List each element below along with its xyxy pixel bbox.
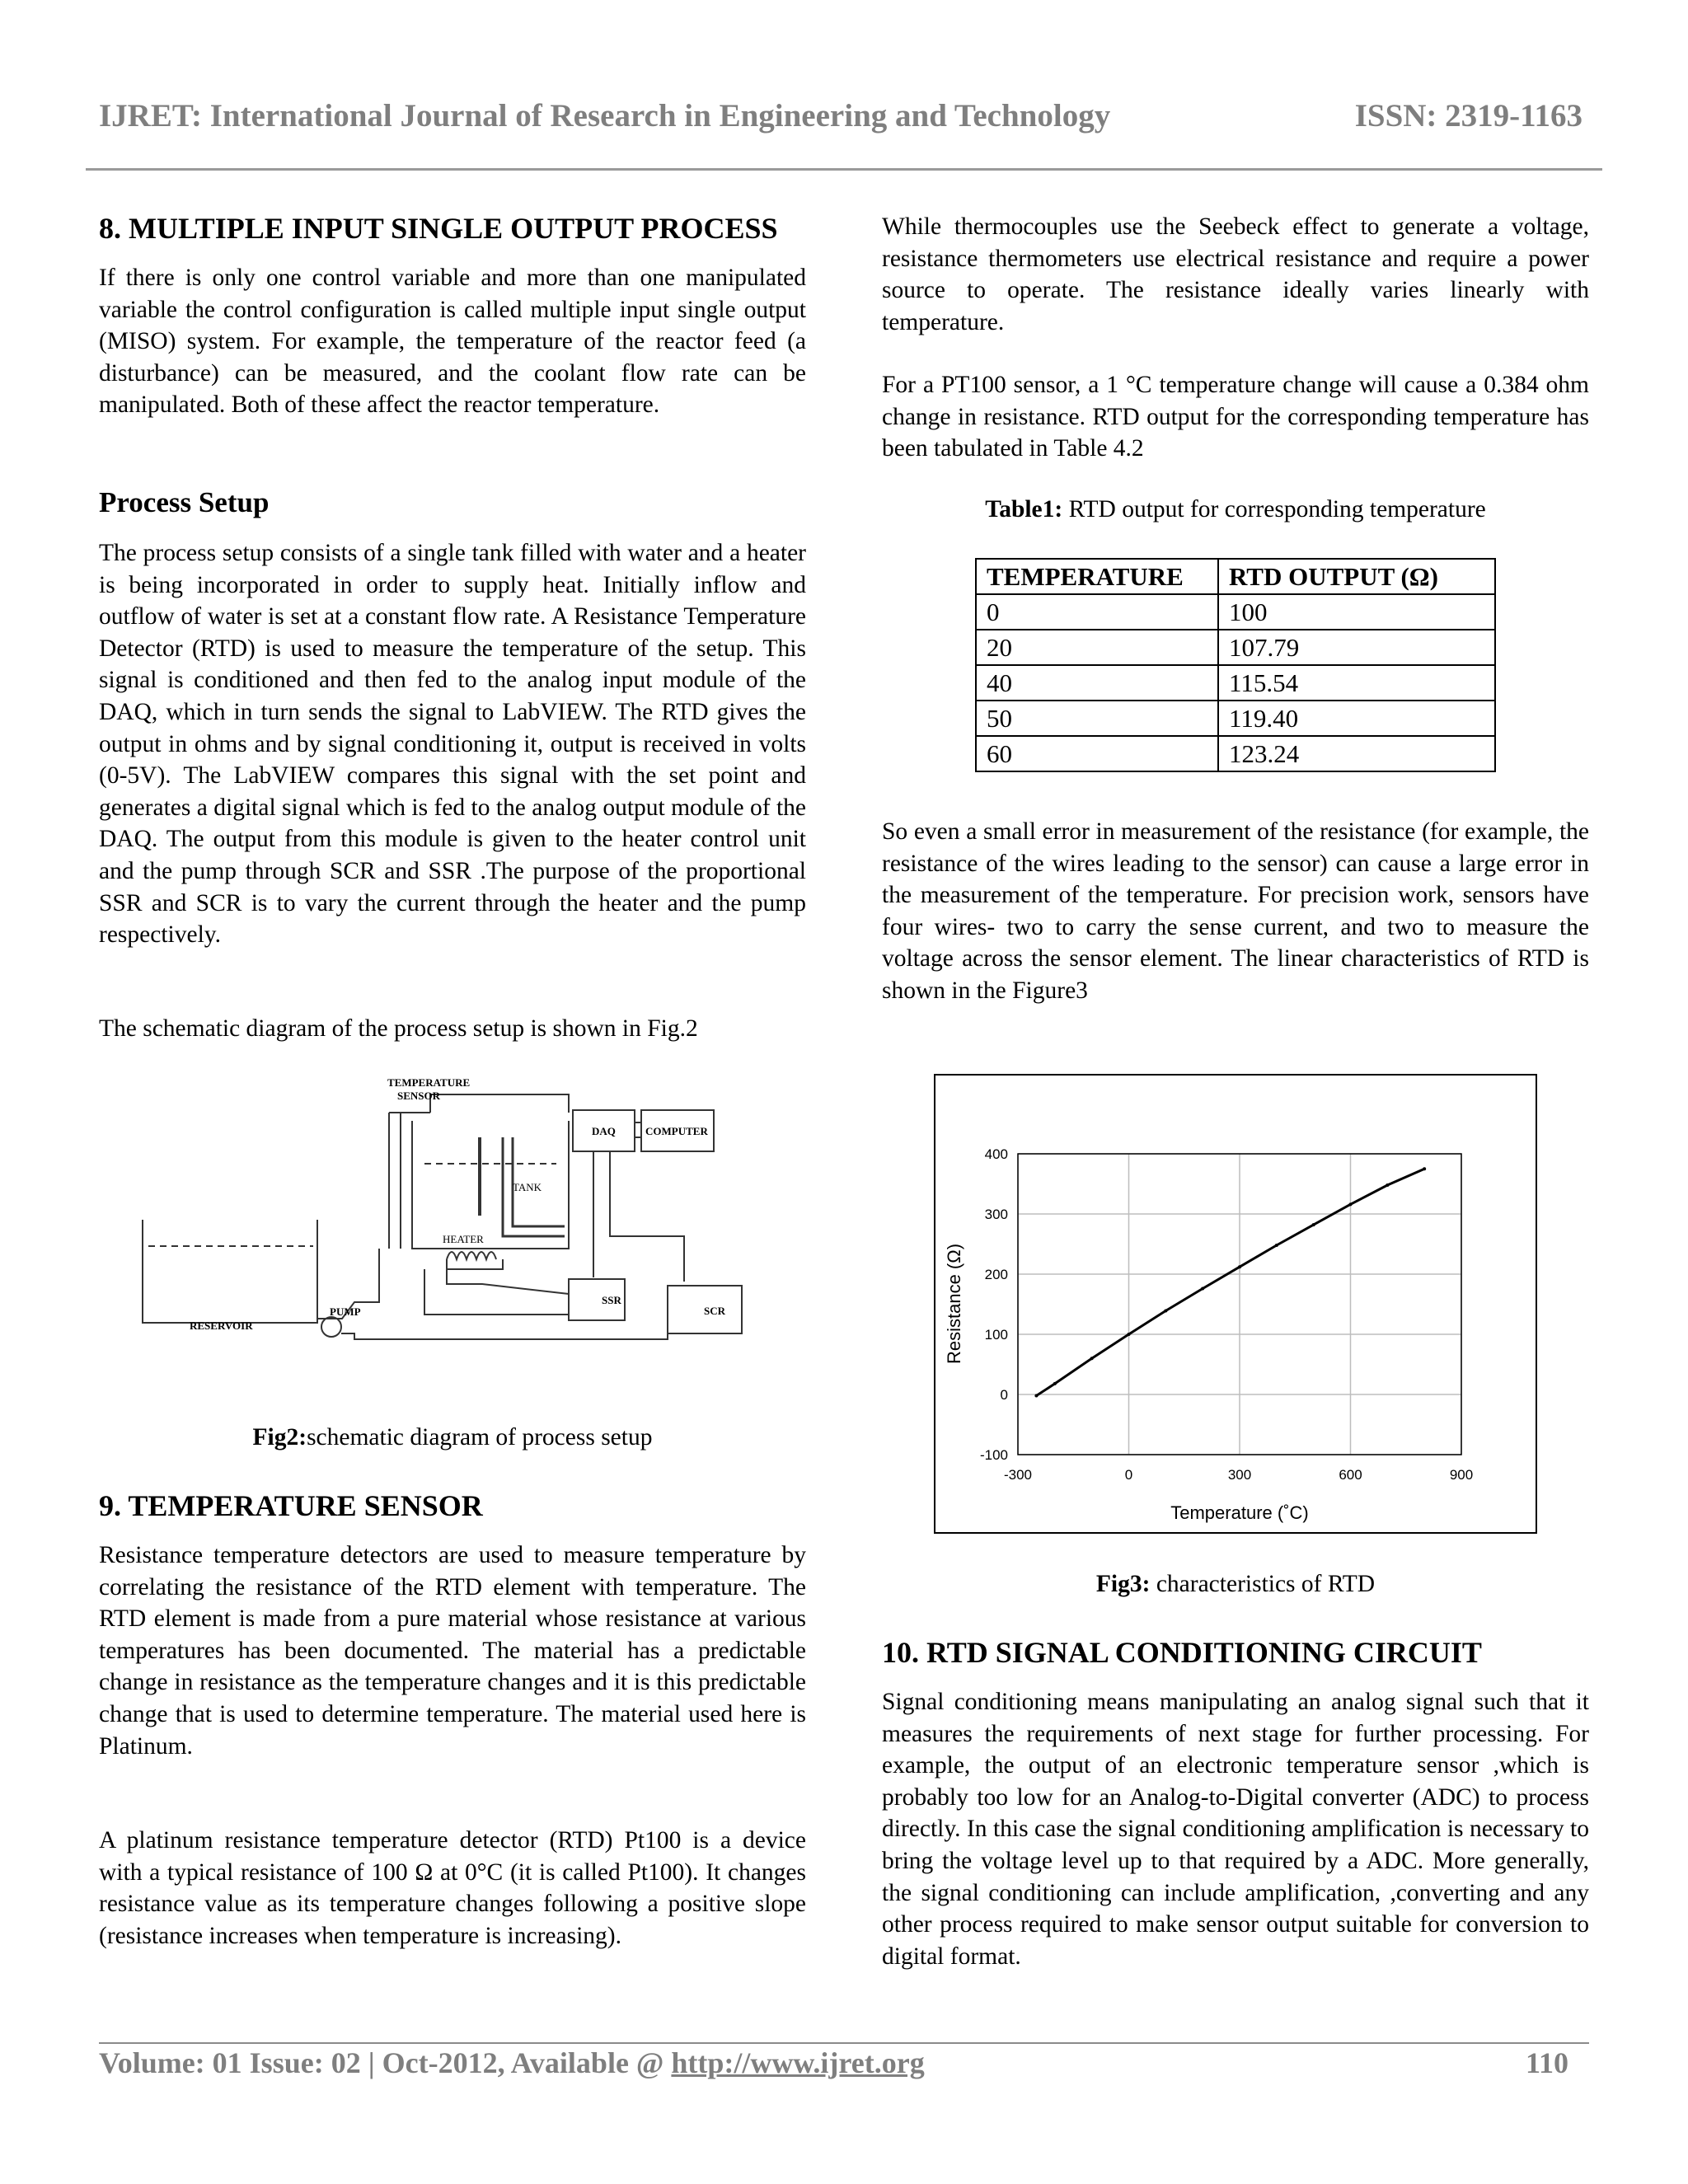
table-cell: 119.40 — [1218, 701, 1495, 736]
process-setup-paragraph: The process setup consists of a single tank filled with water and a heater is being incorporated in order to supply heat. Initially inflow and outflow of water is set at a constant flow rate. A Resistance Temperature Detector (RTD) is used to measure the temperature of the setup. This signal is conditioned and then fed to the analog input module of the DAQ, which in turn sends the signal to LabVIEW. The RTD gives the output in ohms and by signal conditioning it, output is received in volts (0-5V). The LabVIEW compares this signal with the set point and generates a digital signal which is fed to the analog output module of the DAQ. The output from this module is given to the heater control unit and the pump through SCR and SSR .The purpose of the proportional SSR and SCR is to vary the current through the heater and the pump respectively. — [99, 540, 806, 949]
footer-rule — [99, 2042, 1589, 2044]
process-setup-paragraph-2: The schematic diagram of the process setup is shown in Fig.2 — [99, 1015, 698, 1042]
header-rule — [86, 168, 1602, 171]
fig3-caption-text: characteristics of RTD — [1150, 1571, 1376, 1597]
data-point — [1090, 1357, 1094, 1360]
rtd-characteristics-chart — [935, 1076, 1536, 1532]
table-cell: 0 — [976, 594, 1218, 630]
label-tank: TANK — [513, 1181, 542, 1193]
table-cell: 115.54 — [1218, 665, 1495, 701]
table-cell: 123.24 — [1218, 736, 1495, 771]
y-tick-label: 300 — [984, 1207, 1008, 1222]
table-header-temperature: TEMPERATURE — [976, 559, 1218, 594]
section-8-paragraph: If there is only one control variable and more than one manipulated variable the control configuration is called multiple input single output (MISO) system. For example, the temperature of the reactor feed (a disturbance) can be measured, and the coolant flow rate can be manipulated. Both of these affect the reactor temperature. — [99, 265, 806, 419]
x-axis-label: Temperature (˚C) — [1170, 1502, 1309, 1523]
table-row — [976, 594, 1495, 630]
data-point — [1275, 1244, 1278, 1247]
section-9-paragraph-1: Resistance temperature detectors are used to measure temperature by correlating the resistance of the RTD element with temperature. The RTD element is made from a pure material whose resistance at various temperatures has been documented. The material has a predictable change in resistance as the temperature changes and it is this predictable change that is used to determine temperature. The material used here is Platinum. — [99, 1542, 806, 1760]
section-10-heading: 10. RTD SIGNAL CONDITIONING CIRCUIT — [882, 1636, 1482, 1669]
label-heater: HEATER — [443, 1233, 484, 1245]
table-row — [976, 630, 1495, 665]
label-reservoir: RESERVOIR — [190, 1319, 253, 1332]
thermocouple-paragraph: While thermocouples use the Seebeck effect to generate a voltage, resistance thermometers use electrical resistance and require a power source to operate. The resistance ideally varies linearly with temperature. — [882, 213, 1589, 335]
issn: ISSN: 2319-1163 — [1354, 98, 1582, 134]
pump-icon — [321, 1317, 341, 1337]
label-ssr: SSR — [602, 1294, 621, 1306]
table-cell: 60 — [976, 736, 1218, 771]
table1-caption-label: Table1: — [985, 496, 1063, 523]
y-tick-label: -100 — [979, 1447, 1008, 1463]
table-row — [976, 736, 1495, 771]
fig3-caption — [882, 1571, 1589, 1598]
page-number: 110 — [1525, 2046, 1568, 2079]
label-computer: COMPUTER — [645, 1125, 708, 1137]
label-temperature: TEMPERATURE — [387, 1076, 471, 1089]
data-point — [1238, 1265, 1241, 1268]
data-point — [1423, 1167, 1426, 1170]
reservoir-outline — [143, 1220, 317, 1323]
process-setup-heading: Process Setup — [99, 486, 270, 518]
fig2-caption-label: Fig2: — [252, 1424, 307, 1451]
y-tick-label: 100 — [984, 1327, 1008, 1343]
rtd-characteristics-chart-frame — [934, 1074, 1537, 1534]
heater-coil-icon — [447, 1252, 496, 1259]
footer-volume-text: Volume: 01 Issue: 02 | Oct-2012, Available @ — [99, 2046, 672, 2079]
data-point — [1349, 1202, 1353, 1206]
table-row — [976, 665, 1495, 701]
footer-url-link[interactable]: http://www.ijret.org — [671, 2046, 925, 2079]
x-tick-label: 0 — [1124, 1467, 1133, 1483]
data-point — [1164, 1310, 1167, 1313]
fig2-caption-text: schematic diagram of process setup — [307, 1424, 653, 1451]
table-cell: 20 — [976, 630, 1218, 665]
fig3-caption-label: Fig3: — [1095, 1571, 1151, 1597]
y-tick-label: 200 — [984, 1267, 1008, 1282]
rtd-series-line — [1036, 1169, 1424, 1395]
x-tick-label: -300 — [1003, 1467, 1033, 1483]
pt100-paragraph: For a PT100 sensor, a 1 °C temperature change will cause a 0.384 ohm change in resistance. RTD output for the corresponding temperature has been tabulated in Table 4.2 — [882, 372, 1589, 462]
table-cell: 40 — [976, 665, 1218, 701]
x-tick-label: 600 — [1339, 1467, 1362, 1483]
y-tick-label: 0 — [1000, 1387, 1008, 1403]
journal-title: IJRET: International Journal of Research in Engineering and Technology — [99, 98, 1111, 134]
table-header-rtd-output: RTD OUTPUT (Ω) — [1218, 559, 1495, 594]
data-point — [1128, 1333, 1131, 1336]
table-cell: 107.79 — [1218, 630, 1495, 665]
footer-volume — [99, 2046, 925, 2080]
rtd-output-table — [975, 558, 1496, 772]
process-schematic-diagram — [140, 1071, 783, 1385]
sensor-pipe — [389, 1113, 430, 1249]
table-cell: 100 — [1218, 594, 1495, 630]
table1-caption-text: RTD output for corresponding temperature — [1062, 496, 1486, 523]
y-tick-label: 400 — [984, 1146, 1008, 1162]
error-paragraph: So even a small error in measurement of the resistance (for example, the resistance of the wires leading to the sensor) can cause a large error in the measurement of the temperature. For precision work, sensors have four wires- two to carry the sense current, and two to measure the voltage across the sensor element. The linear characteristics of RTD is shown in the Figure3 — [882, 818, 1589, 1004]
table-row — [976, 701, 1495, 736]
table1-caption — [882, 496, 1589, 523]
fig2-caption — [99, 1424, 806, 1451]
label-pump: PUMP — [330, 1305, 361, 1318]
data-point — [1034, 1394, 1038, 1397]
x-tick-label: 300 — [1227, 1467, 1252, 1483]
label-daq: DAQ — [592, 1125, 616, 1137]
section-9-heading: 9. TEMPERATURE SENSOR — [99, 1489, 483, 1522]
data-point — [1201, 1287, 1204, 1291]
section-8-heading: 8. MULTIPLE INPUT SINGLE OUTPUT PROCESS — [99, 212, 778, 245]
table-cell: 50 — [976, 701, 1218, 736]
table-header-row — [976, 559, 1495, 594]
label-sensor: SENSOR — [397, 1090, 441, 1102]
data-point — [1312, 1223, 1315, 1226]
y-axis-label: Resistance (Ω) — [944, 1243, 964, 1365]
section-9-paragraph-2: A platinum resistance temperature detector (RTD) Pt100 is a device with a typical resistance of 100 Ω at 0°C (it is called Pt100). It changes resistance value as its temperature changes following a positive slope (resistance increases when temperature is increasing). — [99, 1827, 806, 1949]
tank-outline — [412, 1121, 569, 1249]
x-tick-label: 900 — [1449, 1467, 1474, 1483]
data-point — [1386, 1183, 1389, 1187]
label-scr: SCR — [704, 1305, 726, 1317]
section-10-paragraph: Signal conditioning means manipulating an analog signal such that it measures the requirements of next stage for further processing. For example, the output of an electronic temperature sensor ,which is probably too low for an Analog-to-Digital converter (ADC) to process directly. In this case the signal conditioning amplification is necessary to bring the voltage level up to that required by a ADC. More generally, the signal conditioning can include amplification, ,converting and any other process required to make sensor output suitable for conversion to digital format. — [882, 1689, 1589, 1970]
data-point — [1053, 1382, 1057, 1385]
